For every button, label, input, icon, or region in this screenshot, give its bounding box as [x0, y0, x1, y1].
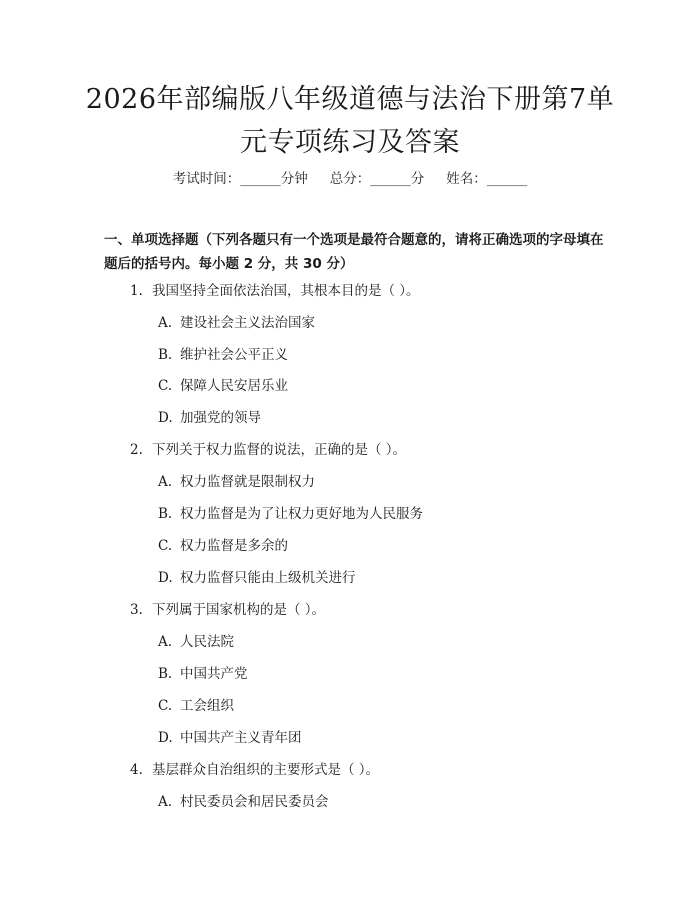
option-text: 加强党的领导	[180, 410, 261, 426]
question-stem: 我国坚持全面依法治国，其根本目的是（ ）。	[152, 283, 420, 299]
question-2-option-b	[158, 504, 423, 524]
question-2-option-c	[158, 536, 288, 556]
question-2-option-d	[158, 568, 356, 588]
option-label: D.	[158, 730, 173, 746]
question-2	[130, 440, 406, 460]
student-name-label: 姓名：______	[446, 171, 528, 187]
question-2-option-a	[158, 472, 315, 492]
option-label: B.	[158, 666, 173, 682]
option-text: 中国共产主义青年团	[180, 730, 302, 746]
option-text: 权力监督是多余的	[180, 538, 288, 554]
option-label: A.	[158, 794, 173, 810]
option-text: 村民委员会和居民委员会	[180, 794, 329, 810]
question-4	[130, 760, 379, 780]
question-3-option-b	[158, 664, 248, 684]
option-text: 维护社会公平正义	[180, 347, 288, 363]
option-label: B.	[158, 347, 173, 363]
question-number: 1.	[130, 283, 143, 299]
exam-meta	[0, 167, 700, 187]
exam-time-label: 考试时间：______分钟	[172, 171, 308, 187]
option-text: 权力监督只能由上级机关进行	[180, 570, 356, 586]
question-1-option-d	[158, 408, 261, 428]
question-1-option-c	[158, 376, 288, 396]
option-text: 工会组织	[180, 698, 234, 714]
total-score-label: 总分：______分	[329, 171, 425, 187]
question-number: 2.	[130, 442, 143, 458]
option-label: A.	[158, 634, 173, 650]
option-text: 中国共产党	[180, 666, 248, 682]
option-label: C.	[158, 538, 173, 554]
question-3	[130, 600, 325, 620]
option-text: 保障人民安居乐业	[180, 378, 288, 394]
option-label: A.	[158, 315, 173, 331]
option-label: B.	[158, 506, 173, 522]
question-stem: 基层群众自治组织的主要形式是（ ）。	[152, 762, 380, 778]
option-label: C.	[158, 378, 173, 394]
question-number: 4.	[130, 762, 143, 778]
document-title: 2026年部编版八年级道德与法治下册第7单元专项练习及答案	[85, 84, 615, 158]
option-text: 人民法院	[180, 634, 234, 650]
question-1-option-b	[158, 345, 288, 365]
section-heading: 一、单项选择题（下列各题只有一个选项是最符合题意的，请将正确选项的字母填在题后的括号内。每小题 2 分，共 30 分）	[104, 232, 604, 272]
question-4-option-a	[158, 792, 329, 812]
question-3-option-d	[158, 728, 302, 748]
option-label: C.	[158, 698, 173, 714]
option-label: D.	[158, 570, 173, 586]
option-text: 权力监督就是限制权力	[180, 474, 315, 490]
option-label: A.	[158, 474, 173, 490]
question-3-option-a	[158, 632, 234, 652]
question-1-option-a	[158, 313, 315, 333]
question-3-option-c	[158, 696, 234, 716]
question-stem: 下列关于权力监督的说法，正确的是（ ）。	[152, 442, 407, 458]
option-text: 权力监督是为了让权力更好地为人民服务	[180, 506, 423, 522]
option-label: D.	[158, 410, 173, 426]
question-stem: 下列属于国家机构的是（ ）。	[152, 602, 326, 618]
question-1	[130, 281, 420, 301]
option-text: 建设社会主义法治国家	[180, 315, 315, 331]
question-number: 3.	[130, 602, 143, 618]
